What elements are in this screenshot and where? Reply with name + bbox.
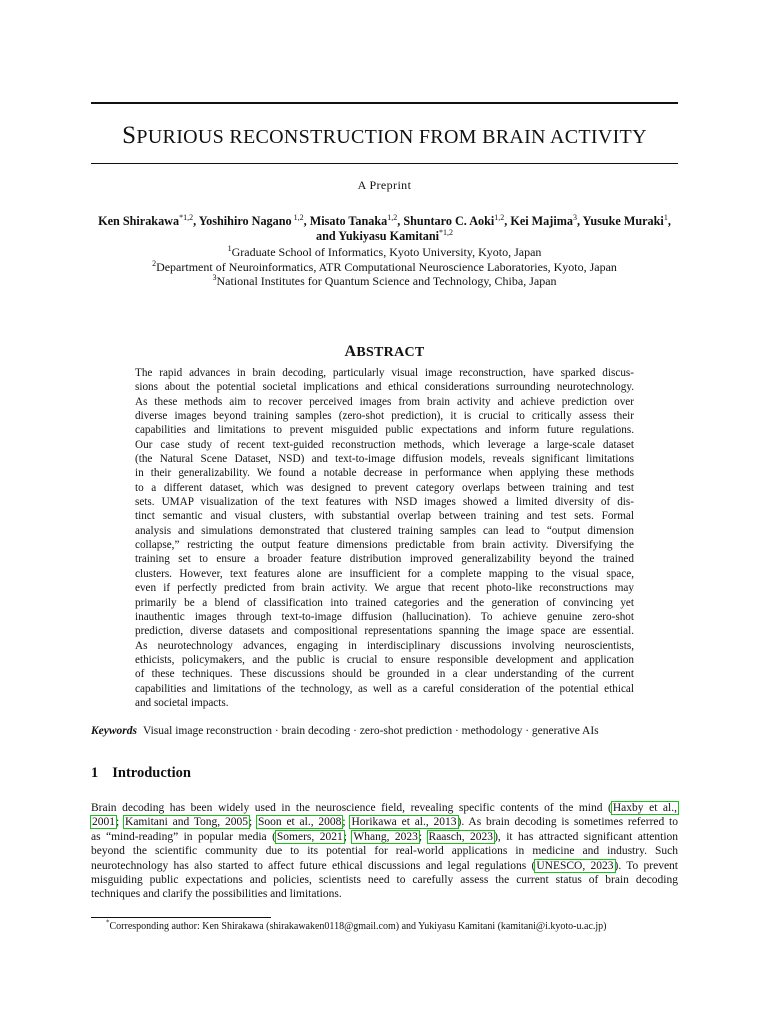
paper-title [91,122,678,150]
abstract-line: even if perfectly predicted from brain activity. We argue that recent photo-like reconstructions may [135,582,634,595]
abstract-line: capabilities and limitations of the technology, as well as a careful consideration of the potential ethical [135,682,634,695]
paragraph-line [91,859,678,873]
paragraph-text: ), it has attracted significant attention [494,830,679,843]
author-name: and Yukiyasu Kamitani [315,229,440,243]
footnote [91,918,706,932]
abstract-line: ethicists, policymakers, and the public is crucial to ensure responsible development and application [135,653,634,666]
paragraph-text: ; [342,816,351,829]
author-separator: , [576,214,583,228]
affiliation-text: Department of Neuroinformatics, ATR Computational Neuroscience Laboratories, Kyoto, Japan [156,259,617,274]
author-affiliation-mark: 1,2 [291,212,304,222]
paragraph-text: ). To prevent [614,859,678,872]
author-separator: , [193,214,199,228]
paragraph-text: ; [418,830,428,843]
abstract-line: (the Natural Scene Dataset, NSD) and text-to-image diffusion models, reveals significant limitations [135,453,634,466]
affiliation-number: 2 [152,258,157,268]
affiliation [91,245,678,260]
section-heading-introduction [91,765,191,782]
abstract-line: tinct semantic and visual clusters, with substantial overlap between training and test sets. Formal [135,510,634,523]
footnote-rule [91,917,271,918]
preprint-label: A Preprint [357,178,412,192]
author-name: Ken Shirakawa [98,214,180,228]
abstract-heading [91,343,678,361]
abstract-line: sions about the potential societal implications and ethical considerations surrounding neurotechnology. [135,381,634,394]
paragraph-text: misguiding public expectations and policies, scientists need to carefully assess the current status of brain decoding [91,874,678,887]
paragraph-text: techniques and clarify the possibilities and limitations. [91,888,342,901]
author-affiliation-mark: 1,2 [494,212,505,222]
affiliation [91,260,678,275]
affiliation-text: Graduate School of Informatics, Kyoto University, Kyoto, Japan [231,245,542,259]
affiliation [91,274,678,289]
introduction-paragraph [91,801,678,902]
title-rest: PURIOUS RECONSTRUCTION FROM BRAIN ACTIVITY [136,126,647,148]
footnote-marker: * [106,918,110,927]
affiliation-number: 3 [212,273,217,282]
keywords-label: Keywords [91,725,137,737]
paragraph-text: ; [116,816,125,829]
abstract-line: prediction, diverse datasets and compositional representations spanning the image space are essential. [135,625,634,638]
abstract-heading-rest: BSTRACT [356,345,425,360]
top-rule [91,102,678,104]
abstract-line: As neurotechnology advances, engaging in interdisciplinary discussions involving neuroscientists, [135,639,634,652]
author-affiliation-mark: 1,2 [387,212,398,222]
paragraph-text: ). As brain decoding is sometimes referred to [457,816,679,829]
author-separator: , [303,214,310,228]
paragraph-text: beyond the scientific community due to its potential for real-world applications in medicine and industry. Such [91,845,678,858]
citation-link[interactable]: Whang, 2023 [353,830,418,843]
author-name: Kei Majima [510,214,573,228]
paragraph-text: ; [248,816,257,829]
paragraph-line [91,873,678,887]
abstract-line: and societal impacts. [135,696,229,709]
abstract-line: capabilities and limitations to prevent misguided public expectations and inform future regulations. [135,424,634,437]
abstract-line: to a different dataset, which was designed to prevent category overlaps between training and test [135,481,634,494]
abstract-line: primarily be a blend of classification into trained categories and the generation of convincing yet [135,596,634,609]
author-separator: , [397,214,404,228]
paragraph-text: ; [343,830,353,843]
abstract-line: inauthentic images through text-to-image diffusion (hallucination). To achieve genuine zero-shot [135,610,634,623]
citation-link[interactable]: Somers, 2021 [276,830,343,843]
paragraph-line [91,844,678,858]
author-affiliation-mark: *1,2 [179,212,194,222]
affiliation-text: National Institutes for Quantum Science and Technology, Chiba, Japan [216,274,557,288]
section-title: Introduction [112,765,191,781]
paragraph-text: neurotechnology has also started to affect future ethical discussions and legal regulations ( [91,859,536,872]
paragraph-text: as “mind-reading” in popular media ( [91,830,276,843]
citation-link[interactable]: UNESCO, 2023 [536,859,614,872]
abstract-line: of these techniques. These discussions should be grounded in a clear understanding of the current [135,668,634,681]
author-affiliation-mark: 3 [572,212,577,222]
author-affiliation-mark: *1,2 [439,227,454,237]
affiliation-number: 1 [227,244,232,253]
abstract-line: training set to ensure a broader feature distribution improved generalizability beyond the trained [135,553,634,566]
abstract-line: As these methods aim to recover perceived images from brain activity and achieve prediction over [135,395,634,408]
citation-link[interactable]: Haxby et al., [612,802,677,814]
abstract-line: diverse images beyond training samples (zero-shot prediction), it is crucial to critically assess their [135,410,634,423]
author-list [91,214,678,244]
affiliation-list [91,245,678,289]
citation-link[interactable]: Kamitani and Tong, 2005 [125,816,248,829]
paragraph-line [91,801,678,815]
abstract-heading-first-letter: A [344,343,357,360]
paragraph-text: Brain decoding has been widely used in the neuroscience field, revealing specific contents of the mind ( [91,802,612,814]
paragraph-line [91,830,678,844]
author-affiliation-mark: 1 [663,212,668,222]
title-first-letter: S [122,122,137,149]
abstract-line: collapse,” restricting the output feature dimensions predictable from brain activity. Diversifying the [135,539,634,552]
author-name: Yoshihiro Nagano [198,214,292,228]
abstract-line: analysis and simulations demonstrated that clustered training samples can lead to “output dimension [135,524,634,537]
footnote-text: Corresponding author: Ken Shirakawa (shirakawaken0118@gmail.com) and Yukiyasu Kamitani (kamitani@i.kyoto-u.ac.jp) [109,921,607,932]
citation-link[interactable]: Horikawa et al., 2013 [351,816,457,829]
citation-link[interactable]: Raasch, 2023 [428,830,494,843]
abstract-line: The rapid advances in brain decoding, particularly visual image reconstruction, have sparked discus- [135,367,634,379]
title-bottom-rule [91,163,678,164]
paragraph-line [91,815,678,829]
abstract-line: clusters. However, text features alone are insufficient for a complete mapping to the visual space, [135,567,634,580]
abstract-body [135,366,634,710]
author-separator: , [504,214,511,228]
keywords [91,725,678,737]
keywords-text: Visual image reconstruction · brain decoding · zero-shot prediction · methodology · generative AIs [143,725,599,737]
abstract-line: sets. UMAP visualization of the text features with NSD images showed a limited diversity of dis- [135,496,634,509]
abstract-line: in their generalizability. We found a notable decrease in performance when applying these methods [135,467,634,480]
author-name: Shuntaro C. Aoki [403,214,495,228]
abstract-line: Our case study of recent text-guided reconstruction methods, which leverage a large-scale dataset [135,438,634,451]
author-name: Yusuke Muraki [582,214,664,228]
author-name: Misato Tanaka [309,214,388,228]
citation-link[interactable]: 2001 [92,816,115,829]
author-separator: , [667,214,671,228]
section-number: 1 [91,765,99,781]
paragraph-line [91,887,678,901]
citation-link[interactable]: Soon et al., 2008 [258,816,342,829]
